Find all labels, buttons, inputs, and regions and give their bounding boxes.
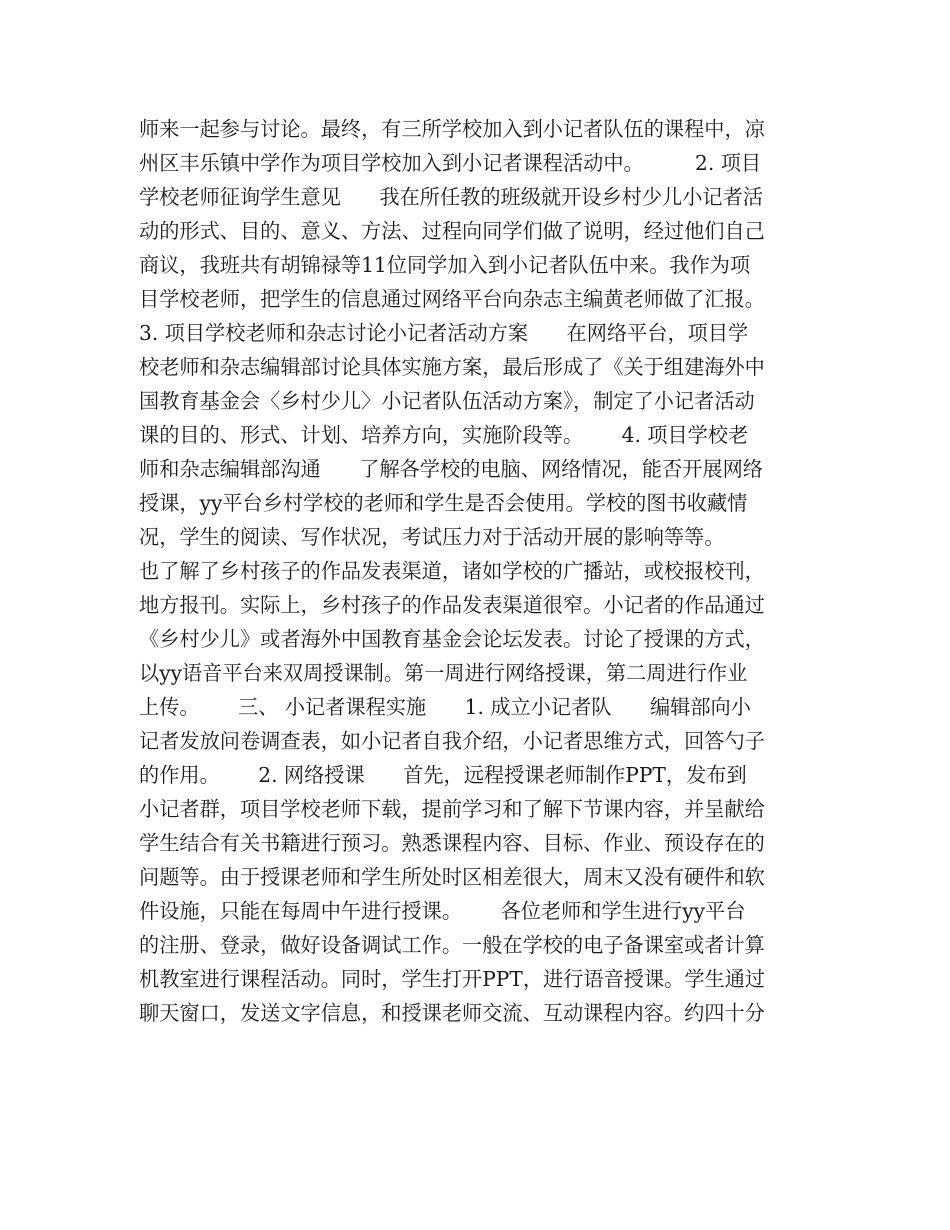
text-line: 小记者群，项目学校老师下载，提前学习和了解下节课内容，并呈献给 (139, 797, 765, 821)
text-line: 目学校老师，把学生的信息通过网络平台向杂志主编黄老师做了汇报。 (139, 287, 765, 311)
text-line: 也了解了乡村孩子的作品发表渠道，诸如学校的广播站，或校报校刊， (139, 559, 765, 583)
text-line: 地方报刊。实际上，乡村孩子的作品发表渠道很窄。小记者的作品通过 (139, 593, 765, 617)
text-line: 上传。 三、 小记者课程实施 1. 成立小记者队 编辑部向小 (139, 695, 751, 719)
text-line: 记者发放问卷调查表，如小记者自我介绍，小记者思维方式，回答勺子 (139, 729, 765, 753)
text-line: 的注册、登录，做好设备调试工作。一般在学校的电子备课室或者计算 (139, 933, 765, 957)
text-line: 商议，我班共有胡锦禄等11位同学加入到小记者队伍中来。我作为项 (139, 253, 751, 277)
text-line: 学生结合有关书籍进行预习。熟悉课程内容、目标、作业、预设存在的 (139, 831, 765, 855)
text-line: 师和杂志编辑部沟通 了解各学校的电脑、网络情况，能否开展网络 (139, 457, 763, 481)
text-line: 课的目的、形式、计划、培养方向，实施阶段等。 4. 项目学校老 (139, 423, 749, 447)
text-line: 动的形式、目的、意义、方法、过程向同学们做了说明，经过他们自己 (139, 219, 765, 243)
text-line: 3. 项目学校老师和杂志讨论小记者活动方案 在网络平台，项目学 (139, 321, 749, 345)
text-line: 以yy语音平台来双周授课制。第一周进行网络授课，第二周进行作业 (139, 661, 748, 685)
text-line: 问题等。由于授课老师和学生所处时区相差很大，周末又没有硬件和软 (139, 865, 765, 889)
text-line: 学校老师征询学生意见 我在所任教的班级就开设乡村少儿小记者活 (139, 185, 763, 209)
text-line: 州区丰乐镇中学作为项目学校加入到小记者课程活动中。 2. 项目 (139, 151, 762, 175)
text-line: 件设施，只能在每周中午进行授课。 各位老师和学生进行yy平台 (139, 899, 746, 923)
text-line: 国教育基金会〈乡村少儿〉小记者队伍活动方案》，制定了小记者活动 (139, 389, 755, 413)
body-text (139, 112, 812, 1030)
text-line: 机教室进行课程活动。同时，学生打开PPT，进行语音授课。学生通过 (139, 967, 766, 991)
text-line: 授课，yy平台乡村学校的老师和学生是否会使用。学校的图书收藏情 (139, 491, 748, 515)
text-line: 校老师和杂志编辑部讨论具体实施方案，最后形成了《关于组建海外中 (139, 355, 765, 379)
text-line: 师来一起参与讨论。最终，有三所学校加入到小记者队伍的课程中，凉 (139, 117, 765, 141)
text-line: 的作用。 2. 网络授课 首先，远程授课老师制作PPT，发布到 (139, 763, 747, 787)
text-line: 《乡村少儿》或者海外中国教育基金会论坛发表。讨论了授课的方式， (139, 627, 765, 651)
text-line: 况，学生的阅读、写作状况，考试压力对于活动开展的影响等等。 (139, 525, 725, 549)
text-line: 聊天窗口，发送文字信息，和授课老师交流、互动课程内容。约四十分 (139, 1001, 765, 1025)
